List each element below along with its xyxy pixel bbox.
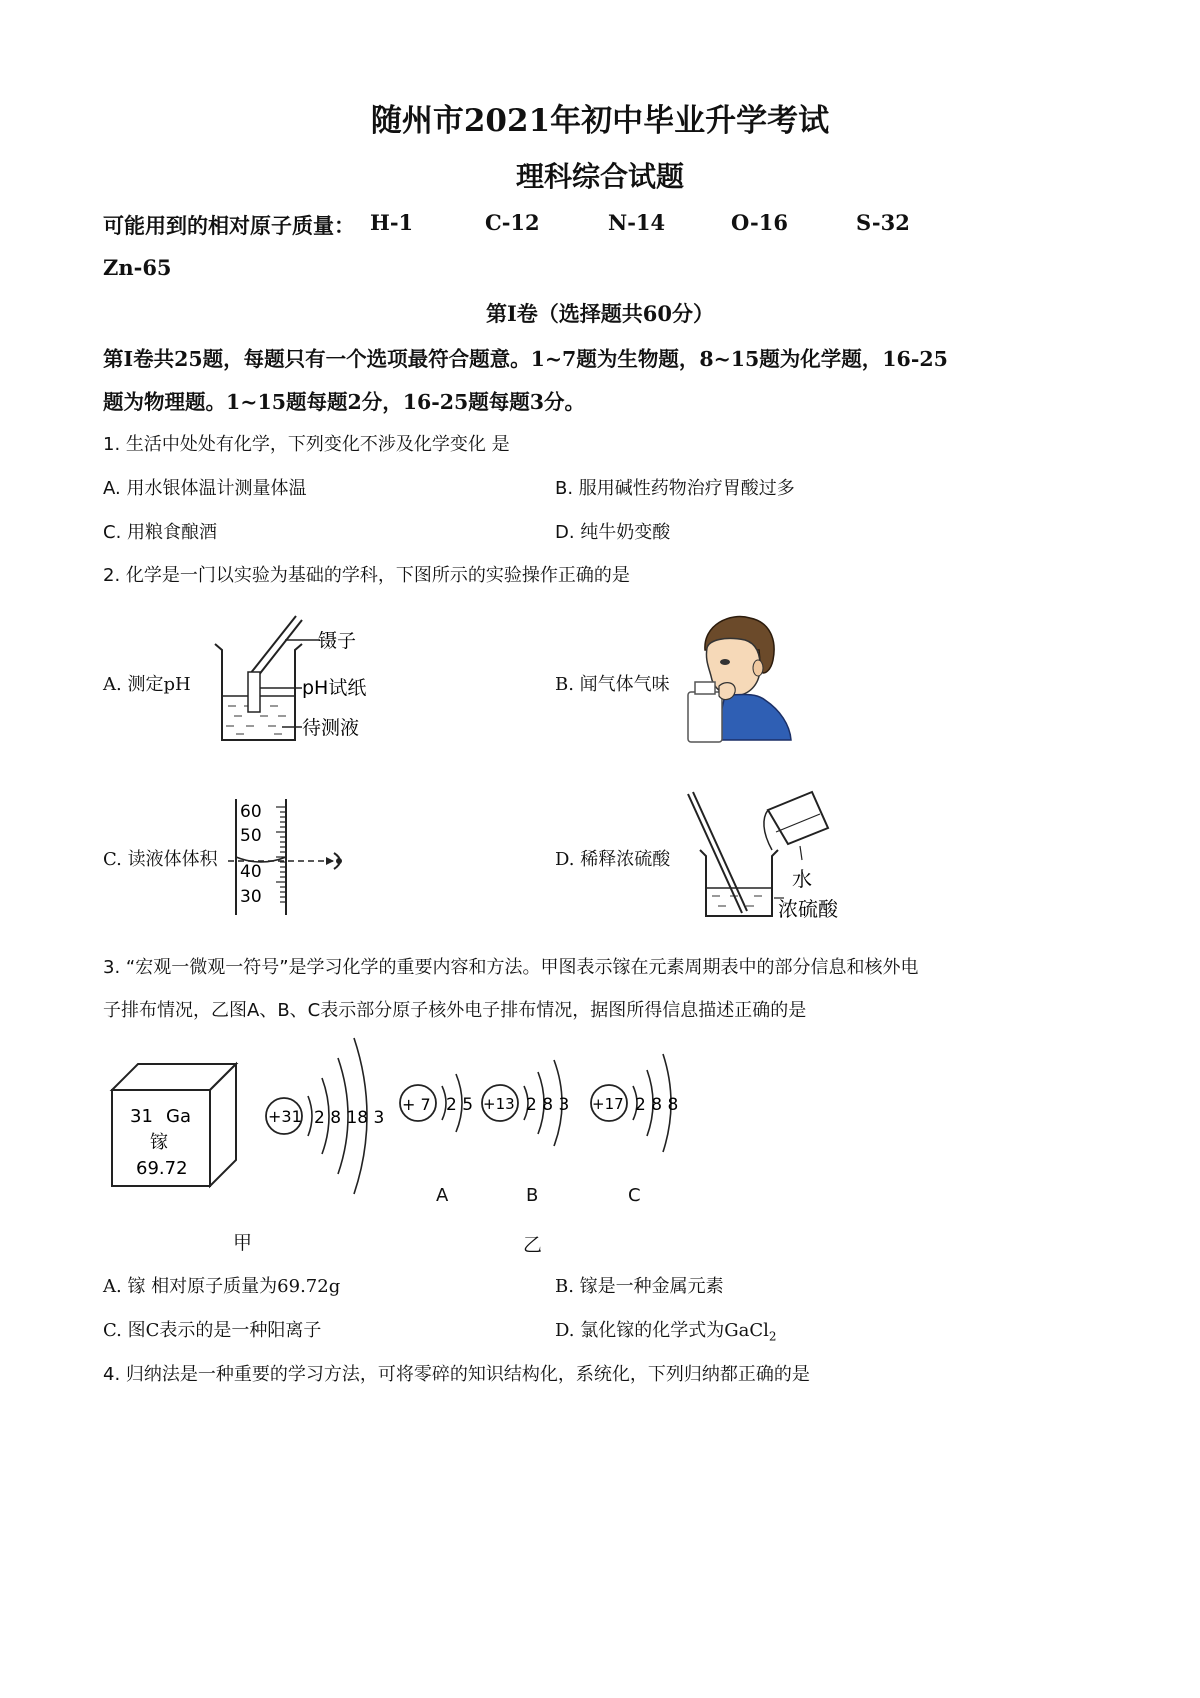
atom-a-diagram [396,1070,476,1160]
section-instruction-line1: 第Ⅰ卷共25题，每题只有一个选项最符合题意。1~7题为生物题，8~15题为化学题，16-25 [103,347,948,371]
atom-c-diagram [587,1040,697,1180]
cylinder-tick-60: 60 [240,802,262,822]
question-2-option-d[interactable]: D. 稀释浓硫酸 [555,849,671,870]
gallium-nucleus: +31 [268,1107,302,1126]
dilute-acid-figure [680,788,850,923]
atomic-mass-label: 可能用到的相对原子质量： [103,213,355,238]
exam-title: 随州市2021年初中毕业升学考试 [370,103,830,139]
question-1-option-c[interactable]: C. 用粮食酿酒 [103,522,218,543]
water-label: 水 [792,867,812,891]
cylinder-tick-40: 40 [240,862,262,882]
question-3-option-c[interactable]: C. 图C表示的是一种阳离子 [103,1320,322,1341]
question-2-option-a[interactable]: A. 测定pH [103,674,191,695]
gallium-element-box [108,1060,243,1190]
question-1-option-b[interactable]: B. 服用碱性药物治疗胃酸过多 [555,478,795,499]
atom-b-diagram [478,1058,588,1168]
atomic-mass-n: N-14 [608,210,666,235]
atomic-mass-s: S-32 [856,210,910,235]
tweezers-label: 镊子 [318,630,357,652]
atomic-mass-h: H-1 [370,210,414,235]
question-3-option-d-text: D. 氯化镓的化学式为GaCl [555,1320,769,1341]
question-3-option-d-subscript: 2 [768,1329,777,1344]
question-3-option-a[interactable]: A. 镓 相对原子质量为69.72g [103,1276,341,1297]
atom-a-nucleus: + 7 [402,1095,431,1114]
atom-b-nucleus: +13 [483,1095,515,1113]
exam-subtitle: 理科综合试题 [515,160,684,193]
smell-gas-figure [685,610,795,745]
cylinder-tick-50: 50 [240,826,262,846]
question-1-option-a[interactable]: A. 用水银体温计测量体温 [103,478,307,499]
element-name: 镓 [150,1132,168,1153]
conc-acid-label: 浓硫酸 [778,897,838,921]
section-instruction-line2: 题为物理题。1~15题每题2分，16-25题每题3分。 [103,390,586,414]
atom-a-electrons: 2 5 [446,1095,474,1115]
gallium-atom-diagram [262,1030,392,1205]
caption-yi: 乙 [523,1234,543,1256]
cylinder-tick-30: 30 [240,887,262,907]
atom-b-label: B [526,1185,539,1206]
caption-jia: 甲 [233,1232,253,1254]
atomic-mass-c: C-12 [485,210,540,235]
question-2-option-c[interactable]: C. 读液体体积 [103,849,218,870]
atomic-mass-o: O-16 [731,210,789,235]
section-title: 第Ⅰ卷（选择题共60分） [485,301,715,326]
question-2-stem: 2. 化学是一门以实验为基础的学科，下图所示的实验操作正确的是 [103,565,630,586]
atom-b-electrons: 2 8 3 [526,1095,570,1115]
atom-c-label: C [628,1185,641,1206]
question-3-option-b[interactable]: B. 镓是一种金属元素 [555,1276,724,1297]
read-volume-figure [228,795,363,920]
question-1-option-d[interactable]: D. 纯牛奶变酸 [555,522,671,543]
question-3-option-d[interactable] [555,1316,777,1344]
atom-a-label: A [436,1185,449,1206]
atom-c-nucleus: +17 [592,1095,624,1113]
question-4-stem: 4. 归纳法是一种重要的学习方法，可将零碎的知识结构化，系统化，下列归纳都正确的是 [103,1364,810,1385]
question-3-stem-line1: 3. “宏观一微观一符号”是学习化学的重要内容和方法。甲图表示镓在元素周期表中的部分信息和核外电 [103,957,919,978]
question-2-option-b[interactable]: B. 闻气体气味 [555,674,670,695]
atomic-mass-zn: Zn-65 [103,255,172,280]
question-3-stem-line2: 子排布情况，乙图A、B、C表示部分原子核外电子排布情况，据图所得信息描述正确的是 [103,1000,807,1021]
ph-paper-label: pH试纸 [302,677,367,699]
element-mass: 69.72 [136,1158,188,1179]
ph-test-figure [210,612,385,747]
atom-c-electrons: 2 8 8 [635,1095,679,1115]
gallium-electrons: 2 8 18 3 [314,1108,385,1128]
question-1-stem: 1. 生活中处处有化学，下列变化不涉及化学变化 是 [103,434,510,455]
test-liquid-label: 待测液 [302,717,360,739]
element-symbol: Ga [166,1106,191,1127]
element-atomic-number: 31 [130,1106,153,1127]
